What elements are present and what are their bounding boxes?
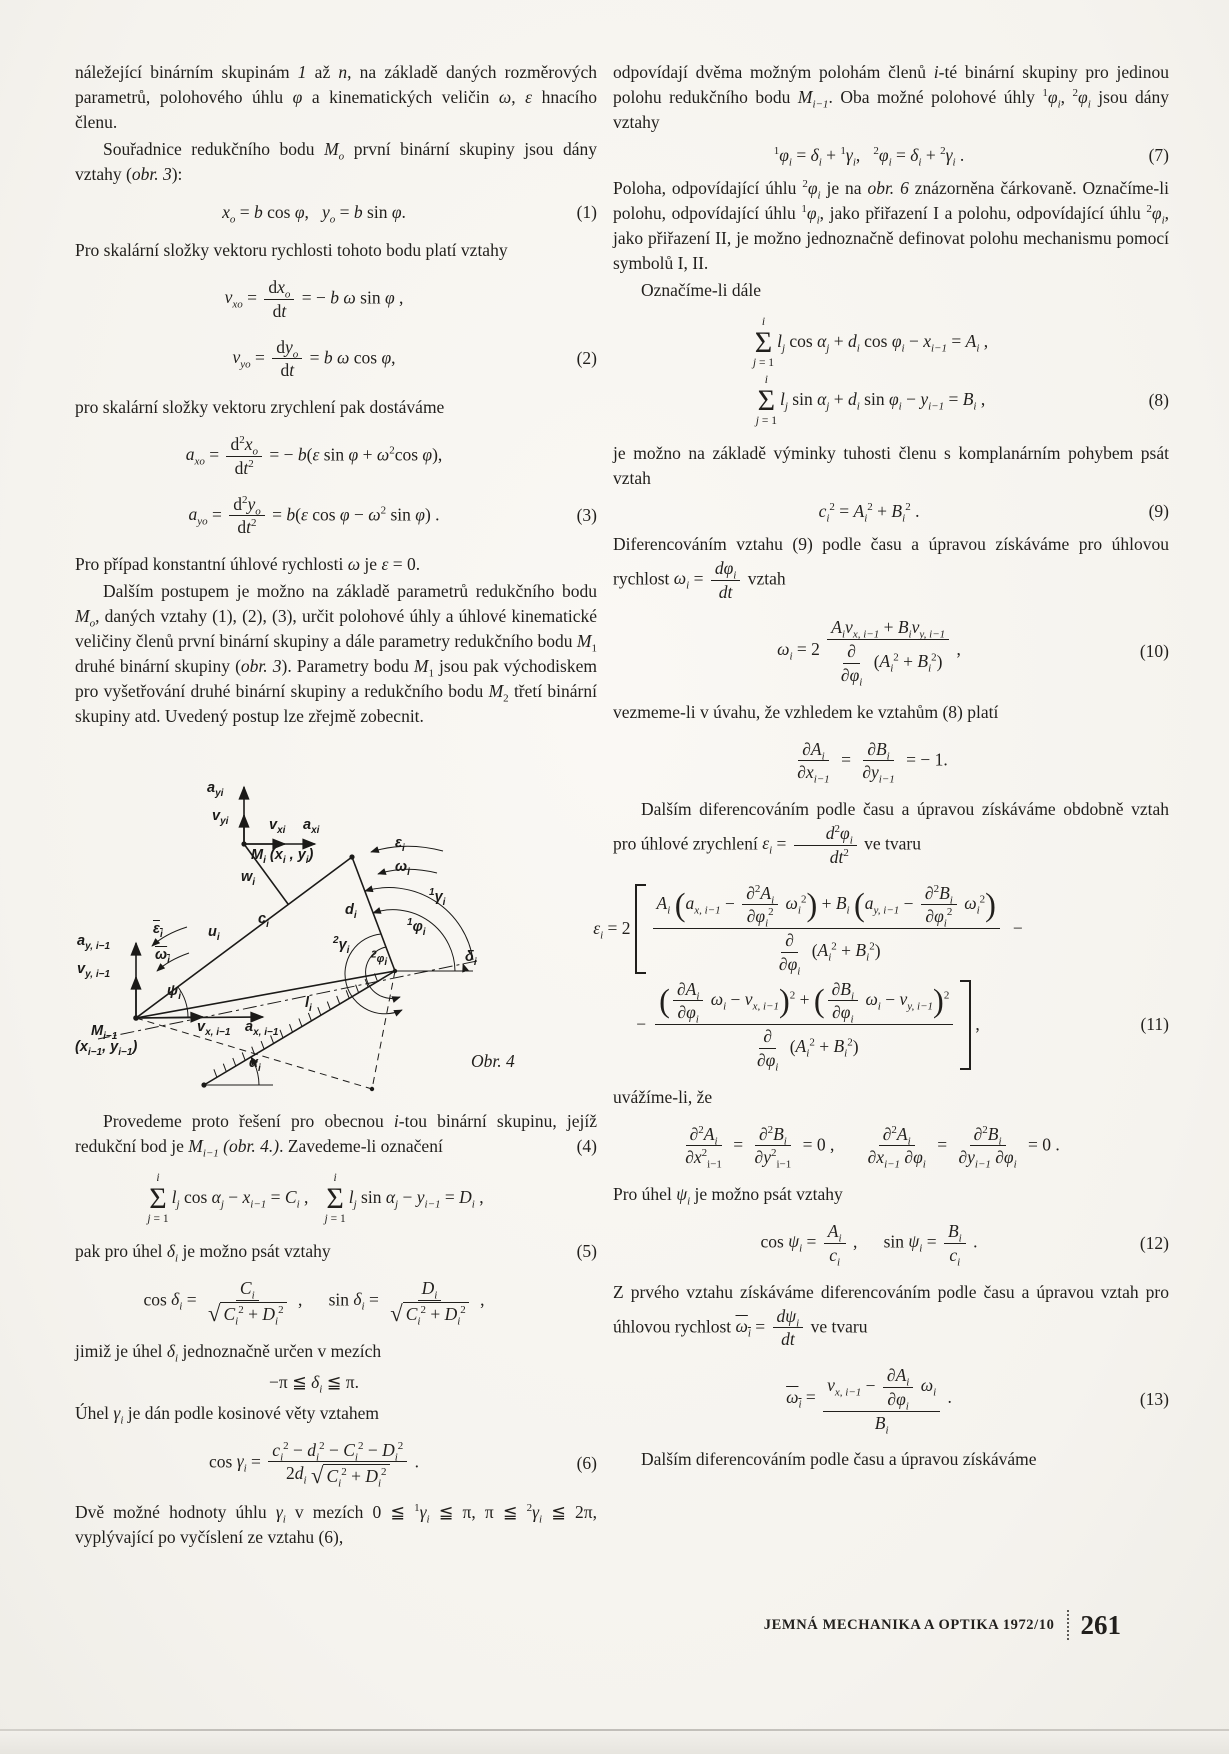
figure-label-ui: $u_i$ <box>208 924 220 944</box>
equation-10: $\omega_i = 2$ $A_iv_{x, i-1} + B_iv_{y, i-1}$ ∂ $\partial\varphi_i$ $(A_i^2 + B_i^2)$ , (10) <box>777 617 1169 689</box>
paragraph: odpovídají dvěma možným polohám členů i-té binární skupiny pro jedinou polohu redukčního bodu $M_{i-1}$. Oba možné polohové úhly $^1\varphi_i$, $^2\varphi_i$ jsou dány vztahy <box>613 62 1170 133</box>
figure-label-epsilon-i: $\varepsilon_i$ <box>395 835 405 855</box>
equation-number: (1) <box>576 202 597 223</box>
figure-label-li: $l_i$ <box>305 995 312 1015</box>
figure-label-psi-i: $\psi_i$ <box>167 983 181 1003</box>
equation-13: $\omega_i$ = $v_{x, i-1}$ − $\frac{\partial A_i}{\partial\varphi_i}$ $\omega_i$ $B_i$ . (13) <box>786 1365 1169 1437</box>
paragraph: Dalším postupem je možno na základě parametrů redukčního bodu $M_o$, daných vztahy (1), (2), (3), určit polohové úhly a úhlové kinematické veličiny členů první binární skupiny a dále parametry redukčního bodu $M_1$ druhé binární skupiny (obr. 3). Parametry bodu $M_1$ jsou pak východiskem pro vyšetřování druhé binární skupiny a redukčního bodu $M_2$ třetí binární skupiny atd. Uvedený postup lze zřejmě zobecnit. <box>75 581 597 727</box>
equation-5: $\cos \delta_i$ = $C_i$ √ $C_i^2 + D_i^2$ , $\sin \delta_i$ = $D_i$ √ $C_i^2 + D_i^2$ , <box>143 1278 485 1328</box>
paragraph: Provedeme proto řešení pro obecnou i-tou binární skupinu, jejíž redukční bod je $M_{i-1}$ (obr. 4.). Zavedeme-li označení (4) <box>75 1111 597 1160</box>
equation-3a: $a_{xo}$ = $\frac{d^2x_o}{dt^2}$ = − b(ε $\sin \varphi + \omega^2\cos$ φ), <box>185 434 443 478</box>
journal-title: JEMNÁ MECHANIKA A OPTIKA 1972/10 <box>763 1616 1055 1633</box>
figure-label-mi1-coords: ($x_{i-1}$, $y_{i-1}$) <box>75 1039 138 1059</box>
footer <box>764 1606 1121 1645</box>
figure-label-ayi: $a_{yi}$ <box>207 780 224 800</box>
equation-partials: $\frac{\partial A_i}{\partial x_{i-1}}$ = $\frac{\partial B_i}{\partial y_{i-1}}$ = − 1. <box>797 738 948 786</box>
figure-label-mi: $M_i$ ($x_i$ , $y_i$) <box>251 847 314 867</box>
paragraph: Pro úhel $\psi_i$ je možno psát vztahy <box>613 1184 843 1208</box>
figure-label-alpha-i: $\alpha_i$ <box>249 1055 261 1075</box>
minus-sign: − <box>636 1014 647 1035</box>
figure-label-omega-bar: $\omega_i$ <box>155 947 170 967</box>
right-column <box>593 60 1170 1552</box>
paragraph: vezmeme-li v úvahu, že vzhledem ke vztahům (8) platí <box>613 701 999 722</box>
paragraph: Z prvého vztahu získáváme diferencováním podle času a úpravou vztah pro úhlovou rychlost $\omega_i$ = $d\psi_i$ dt ve tvaru <box>613 1281 1169 1350</box>
page-number: 261 <box>1080 1610 1121 1640</box>
footer-divider <box>1067 1610 1069 1640</box>
equation-9: $c_i^2 = A_i^2 + B_i^2$ . (9) <box>818 500 1169 525</box>
figure-label-ax-i1: $a_{x, i-1}$ <box>245 1019 279 1039</box>
paragraph: pak pro úhel $\delta_i$ je možno psát vztahy (5) <box>75 1241 597 1265</box>
paragraph: uvážíme-li, že <box>613 1086 713 1107</box>
figure-label-delta-i: $\delta_i$ <box>465 949 477 969</box>
figure-label-vx-i1: $v_{x, i-1}$ <box>197 1019 231 1039</box>
figure-label-wi: $w_i$ <box>241 869 256 889</box>
equation-6: $\cos \gamma_i$ = $c_i^2 - d_i^2 - C_i^2 - D_i^2$ $2d_i$ √ $C_i^2 + D_i^2$ . (6) <box>208 1439 597 1490</box>
paragraph: náležející binárním skupinám 1 až n, na základě daných rozměrových parametrů, polohového úhlu φ a kinematických veličin ω, ε hnacího členu. <box>75 62 598 133</box>
figure-label-vyi: $v_{yi}$ <box>212 808 229 828</box>
figure-obr4 <box>75 755 553 1103</box>
paragraph: Dalším diferencováním podle času a úpravou získáváme obdobně vztah pro úhlové zrychlení $\varepsilon_i$ = $\frac{d^2\varphi_i}{dt^2}$ ve tvaru <box>613 799 1169 867</box>
paragraph: Pro skalární složky vektoru rychlosti tohoto bodu platí vztahy <box>75 240 508 261</box>
paragraph: jimiž je úhel $\delta_i$ jednoznačně určen v mezích <box>75 1340 382 1365</box>
equation-3b: $a_{yo}$ = $\frac{d^2y_o}{dt^2}$ = b(ε $\cos \varphi - \omega^2$ sin φ) . (3) <box>188 493 597 538</box>
paragraph: Diferencováním vztahu (9) podle času a úpravou získáváme pro úhlovou rychlost $\omega_i$ = $d\varphi_i$ dt vztah <box>613 533 1169 602</box>
paragraph: Dalším diferencováním podle času a úpravou získáváme <box>641 1449 1037 1470</box>
right-bracket <box>960 980 971 1070</box>
equation-8b: i Σ j = 1 $l_j$ $\sin \alpha_j + d_i$ $\sin \varphi_i - y_{i-1} = B_i$ , (8) <box>755 373 1169 428</box>
paragraph: Souřadnice redukčního bodu $M_o$ první binární skupiny jsou dány vztahy (obr. 3): <box>75 139 597 185</box>
figure-label-ci: $c_i$ <box>258 911 269 931</box>
figure-label-omega-i: $\omega_i$ <box>395 859 410 879</box>
equation-2a: $v_{xo}$ = $dx_o$ dt = − b ω sin φ , <box>224 277 404 321</box>
equation-11-line2 <box>491 978 1169 1072</box>
scan-page-edge-shadow <box>0 1731 1229 1754</box>
figure-label-axi: $a_{xi}$ <box>303 817 320 837</box>
paragraph: Dvě možné hodnoty úhlu $\gamma_i$ v mezích 0 ≦ $^1\gamma_i$ ≦ π, π ≦ $^2\gamma_i$ ≦ 2π, vyplývající po vyčíslení ze vztahu (6), <box>75 1502 597 1548</box>
figure-label-vxi: $v_{xi}$ <box>269 817 286 837</box>
minus-sign: − <box>1012 918 1023 939</box>
equation-fraction: ( $\frac{\partial A_i}{\partial\varphi_i}$ $\omega_i - v_{x, i-1})^2$ + ( $\frac{\partial B_i}{\partial\varphi_i}$ $\omega_i - v_{y, i-1})^2$ ∂ $\partial\varphi_i$ $(A_i^2 + B_i^2)$ <box>652 978 956 1072</box>
equation-delta-range: −π ≦ $\delta_i$ ≦ π. <box>269 1371 359 1396</box>
paragraph: Označíme-li dále <box>641 280 762 301</box>
equation-second-partials: $\frac{\partial^2A_i}{\partial x^2_{i-1}}$ = $\frac{\partial^2B_i}{\partial y^2_{i-1}}$ = 0 , $\frac{\partial^2A_i}{\partial x_{i-1} \partial\varphi_i}$ = $\frac{\partial^2B_i}{\partial y_{i-1} \partial\varphi_i}$ = 0 . <box>685 1123 1060 1171</box>
figure-label-gamma1: $^1\gamma_i$ <box>429 887 446 909</box>
equation-8a: i Σ j = 1 $l_j$ $\cos \alpha_j + d_i$ $\cos \varphi_i - x_{i-1} = A_i$ , <box>752 316 989 370</box>
equation-lead: $\varepsilon_i = 2$ <box>593 918 631 942</box>
equation-1 <box>75 200 597 225</box>
equation-fraction: $A_i$ ($a_{x, i-1}$ − $\frac{\partial^2A_i}{\partial\varphi_i^2}$ $\omega_i^2) + B_i$ ($a_{y, i-1}$ − $\frac{\partial^2B_i}{\partial\varphi_i^2}$ $\omega_i^2$) ∂ $\partial\varphi_i$ $(A_i^2 + B_i^2)$ <box>650 882 1003 976</box>
equation-7: $^1\varphi_i = \delta_i + ^1\gamma_i$, $^2\varphi_i = \delta_i + ^2\gamma_i$ . (7) <box>773 145 1169 169</box>
paragraph: Poloha, odpovídající úhlu $^2\varphi_i$ je na obr. 6 znázorněna čárkovaně. Označíme-li polohu, odpovídající úhlu $^1\varphi_i$, jako přiřazení I a polohu, odpovídající úhlu $^2\varphi_i$, jako přiřazení II, je možno jednoznačně definovat polohu mechanismu pomocí symbolů I, II. <box>613 178 1169 274</box>
equation-2b: $v_{yo}$ = $dy_o$ dt = b ω cos φ, (2) <box>232 336 597 381</box>
equation-body: $x_o = b$ cos φ, $y_o = b$ sin φ. <box>222 202 406 226</box>
paragraph: Pro případ konstantní úhlové rychlosti ω je ε = 0. <box>75 554 421 575</box>
figure-label-epsilon-bar: $\varepsilon_i$ <box>153 921 163 941</box>
figure-label-di: $d_i$ <box>345 902 357 922</box>
figure-label-ay-i1: $a_{y, i-1}$ <box>77 933 111 953</box>
left-column <box>75 60 597 1552</box>
paragraph: je možno na základě výminky tuhosti členu s komplanárním pohybem psát vztah <box>613 442 1169 488</box>
figure-label-mi1: $M_{i-1}$ <box>91 1023 118 1043</box>
figure-caption: Obr. 4 <box>471 1051 515 1072</box>
equation-4: i Σ j = 1 $l_j$ $\cos \alpha_j - x_{i-1} = C_i$ , i Σ j = 1 $l_j$ $\sin \alpha_j - y_{i-1} = D_i$ , <box>147 1172 484 1226</box>
figure-label-gamma2: $^2\gamma_i$ <box>333 935 350 957</box>
figure-label-phi1: $^1\varphi_i$ <box>407 917 426 939</box>
equation-number: (11) <box>1140 1014 1169 1035</box>
equation-12: $\cos \psi_i$ = $\frac{A_i}{c_i}$ , $\sin \psi_i$ = $\frac{B_i}{c_i}$ . (12) <box>760 1221 1169 1269</box>
comma: , <box>975 1014 980 1035</box>
paragraph: pro skalární složky vektoru zrychlení pak dostáváme <box>75 397 445 418</box>
figure-label-phi2: $^2\varphi_i$ <box>371 949 388 969</box>
figure-label-vy-i1: $v_{y, i-1}$ <box>77 961 111 981</box>
paragraph: Úhel $\gamma_i$ je dán podle kosinové věty vztahem <box>75 1402 379 1427</box>
left-bracket <box>635 884 646 974</box>
equation-11-line1 <box>491 882 1169 976</box>
